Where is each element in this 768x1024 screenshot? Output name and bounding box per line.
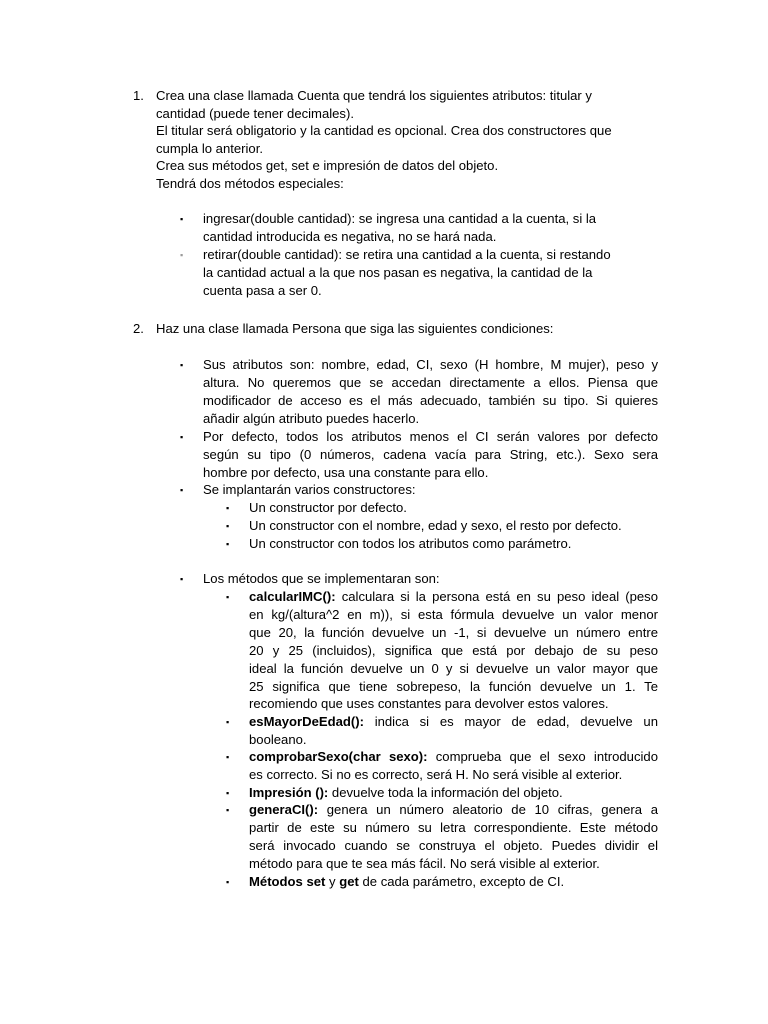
item-1-line: cumpla lo anterior.: [156, 141, 263, 156]
defaults-line: Por defecto, todos los atributos menos el CI serán valores por defecto: [203, 429, 658, 444]
attributes-line: añadir algún atributo puedes hacerlo.: [203, 411, 420, 426]
defaults-line: según su tipo (0 números, cadena vacía para String, etc.). Sexo sera: [203, 447, 658, 462]
bullet-icon: ▪: [226, 503, 230, 513]
bullet-icon: ▪: [226, 877, 230, 887]
sexo-line: comprobarSexo(char sexo): comprueba que el sexo introducido: [249, 749, 658, 764]
constructor-item: Un constructor por defecto.: [249, 500, 407, 515]
bullet-icon: ▪: [226, 521, 230, 531]
method-ingresar-line: cantidad introducida es negativa, no se hará nada.: [203, 229, 497, 244]
bullet-icon: ▪: [226, 592, 230, 602]
imc-line: 20 y 25 (incluidos), significa que está por debajo de su peso: [249, 643, 658, 658]
ci-line: generaCI(): genera un número aleatorio de 10 cifras, genera a: [249, 802, 658, 817]
ci-method-name: generaCI():: [249, 802, 319, 817]
imc-line: calcularIMC(): calculara si la persona está en su peso ideal (peso: [249, 589, 658, 604]
set-methods-name: Métodos set: [249, 874, 326, 889]
bullet-icon: ▪: [226, 539, 230, 549]
imc-method-name: calcularIMC():: [249, 589, 336, 604]
defaults-line: hombre por defecto, usa una constante para ello.: [203, 465, 489, 480]
imc-line: recomiendo que uses constantes para devolver estos valores.: [249, 696, 609, 711]
imc-line: 25 significa que tiene sobrepeso, la función devuelve un 1. Te: [249, 679, 658, 694]
item-1-number: 1.: [133, 88, 144, 103]
bullet-icon: ▪: [226, 788, 230, 798]
mayor-line: esMayorDeEdad(): indica si es mayor de edad, devuelve un: [249, 714, 658, 729]
ci-line: partir de este su número su letra correspondiente. Este método: [249, 820, 658, 835]
ci-line: será invocado cuando se construya el objeto. Puedes dividir el: [249, 838, 658, 853]
method-retirar-line: la cantidad actual a la que nos pasan es negativa, la cantidad de la: [203, 265, 593, 280]
bullet-icon: ▪: [180, 432, 184, 442]
constructor-item: Un constructor con todos los atributos como parámetro.: [249, 536, 572, 551]
impresion-method-name: Impresión ():: [249, 785, 329, 800]
item-1-line: Tendrá dos métodos especiales:: [156, 176, 344, 191]
bullet-icon: ▪: [226, 752, 230, 762]
imc-line: ideal la función devuelve un 0 y si devuelve un valor mayor que: [249, 661, 658, 676]
item-1-line: Crea una clase llamada Cuenta que tendrá los siguientes atributos: titular y: [156, 88, 592, 103]
method-ingresar-line: ingresar(double cantidad): se ingresa una cantidad a la cuenta, si la: [203, 211, 597, 226]
sexo-method-name: comprobarSexo(char sexo):: [249, 749, 428, 764]
bullet-icon: ▪: [180, 360, 184, 370]
bullet-icon: ▪: [180, 214, 184, 224]
item-2-number: 2.: [133, 321, 144, 336]
imc-line: en kg/(altura^2 en m)), si esta fórmula devuelve un valor menor: [249, 607, 658, 622]
mayor-method-name: esMayorDeEdad():: [249, 714, 364, 729]
constructor-item: Un constructor con el nombre, edad y sexo, el resto por defecto.: [249, 518, 622, 533]
item-1-line: El titular será obligatorio y la cantidad es opcional. Crea dos constructores que: [156, 123, 612, 138]
bullet-icon: ▪: [180, 250, 184, 260]
get-methods-name: get: [339, 874, 359, 889]
method-retirar-line: retirar(double cantidad): se retira una cantidad a la cuenta, si restando: [203, 247, 611, 262]
item-1-line: Crea sus métodos get, set e impresión de datos del objeto.: [156, 158, 499, 173]
bullet-icon: ▪: [226, 805, 230, 815]
method-retirar-line: cuenta pasa a ser 0.: [203, 283, 322, 298]
item-1-line: cantidad (puede tener decimales).: [156, 106, 354, 121]
ci-line: método para que te sea más fácil. No será visible al exterior.: [249, 856, 600, 871]
item-2-intro: Haz una clase llamada Persona que siga las siguientes condiciones:: [156, 321, 554, 336]
attributes-line: Sus atributos son: nombre, edad, CI, sexo (H hombre, M mujer), peso y: [203, 357, 658, 372]
bullet-icon: ▪: [180, 485, 184, 495]
attributes-line: modificador de acceso es el más adecuado, también su tipo. Si quieres: [203, 393, 658, 408]
attributes-line: altura. No queremos que se accedan directamente a ellos. Piensa que: [203, 375, 658, 390]
constructors-heading: Se implantarán varios constructores:: [203, 482, 416, 497]
methods-heading: Los métodos que se implementaran son:: [203, 571, 440, 586]
mayor-line: booleano.: [249, 732, 307, 747]
imc-line: que 20, la función devuelve un -1, si devuelve un número entre: [249, 625, 658, 640]
bullet-icon: ▪: [180, 574, 184, 584]
sexo-line: es correcto. Si no es correcto, será H. No será visible al exterior.: [249, 767, 623, 782]
impresion-line: Impresión (): devuelve toda la información del objeto.: [249, 785, 563, 800]
bullet-icon: ▪: [226, 717, 230, 727]
setget-line: Métodos set y get de cada parámetro, excepto de CI.: [249, 874, 565, 889]
